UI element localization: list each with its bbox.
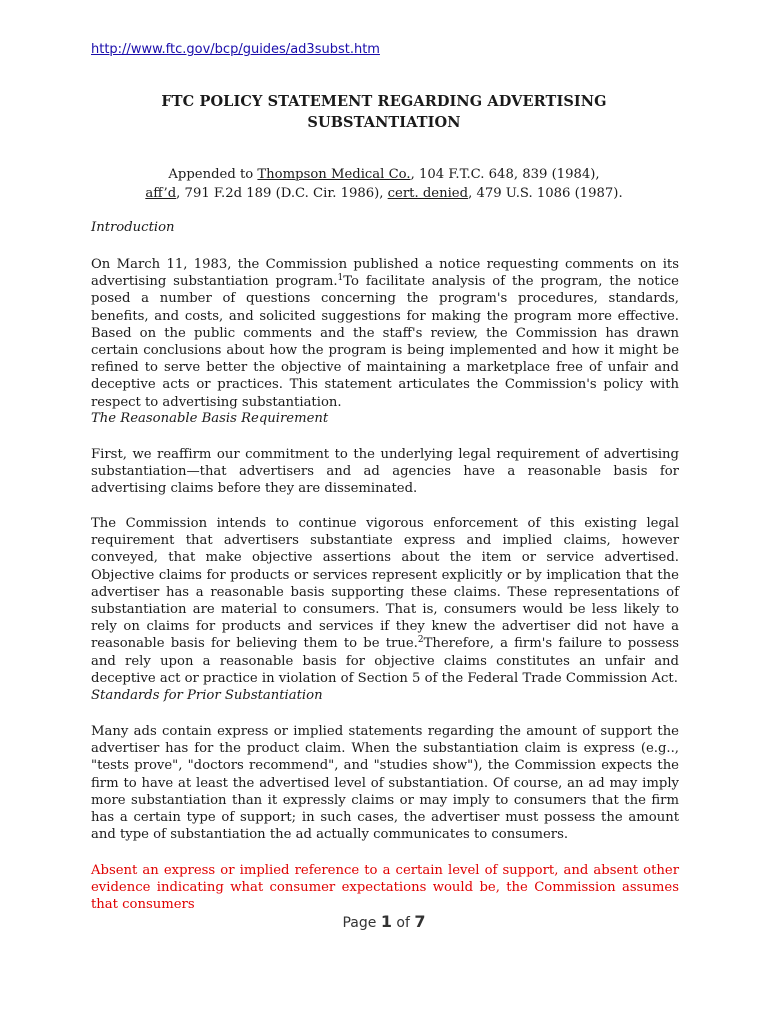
paragraph-standards: Many ads contain express or implied statements regarding the amount of support the advertiser has for the product claim. When the substantiation claim is express (e.g.., "tests prove", "doctors recommend", and "studies show"), the Commission expects the firm to have at least the advertised level of substantiation. Of course, an ad may imply more substantiation than it expressly claims or may imply to consumers that the firm has a certain type of support; in such cases, the advertiser must possess the amount and type of substantiation the ad actually communicates to consumers. — [91, 724, 679, 843]
paragraph-introduction — [91, 256, 679, 411]
affd-text: aff’d — [145, 186, 177, 201]
paragraph-reasonable-basis: First, we reaffirm our commitment to the underlying legal requirement of advertising substantiation—that advertisers and ad agencies have a reasonable basis for advertising claims before they are disseminated. — [91, 447, 679, 497]
paragraph-1-part-b: To facilitate analysis of the program, the notice posed a number of questions concerning the program's procedures, standards, benefits, and costs, and solicited suggestions for making the program more effective. Based on the public comments and the staff's review, the Commission has drawn certain conclusions about how the program is being implemented and how it might be refined to serve better the objective of maintaining a marketplace free of unfair and deceptive acts or practices. This statement articulates the Commission's policy with respect to advertising substantiation. — [91, 274, 679, 410]
citation-line1-rest: , 104 F.T.C. 648, 839 (1984), — [410, 167, 600, 182]
page-of-label: of — [391, 915, 415, 931]
heading-reasonable-basis: The Reasonable Basis Requirement — [91, 411, 329, 426]
footnote-ref-1[interactable]: 1 — [337, 273, 344, 284]
current-page-number: 1 — [380, 912, 392, 931]
cert-denied-text: cert. denied — [387, 186, 469, 201]
title-line-2: SUBSTANTIATION — [307, 114, 461, 131]
footnote-ref-2[interactable]: 2 — [417, 635, 424, 646]
citation-line2-mid: , 791 F.2d 189 (D.C. Cir. 1986), — [176, 186, 388, 201]
paragraph-enforcement — [91, 515, 679, 687]
citation-block — [91, 165, 677, 203]
citation-line-1 — [91, 165, 677, 184]
source-url-link[interactable]: http://www.ftc.gov/bcp/guides/ad3subst.htm — [91, 42, 380, 57]
paragraph-1-part-a: On March 11, 1983, the Commission published a notice requesting comments on its advertising substantiation program. — [91, 257, 679, 290]
case-name: Thompson Medical Co. — [257, 167, 411, 182]
citation-line-2 — [91, 184, 677, 203]
heading-standards: Standards for Prior Substantiation — [91, 688, 323, 703]
citation-line2-end: , 479 U.S. 1086 (1987). — [468, 186, 623, 201]
page-label: Page — [342, 915, 381, 931]
page-indicator — [0, 912, 768, 931]
citation-prefix: Appended to — [168, 167, 258, 182]
heading-introduction: Introduction — [91, 220, 175, 235]
paragraph-3-part-a: The Commission intends to continue vigorous enforcement of this existing legal requirement that advertisers substantiate express and implied claims, however conveyed, that make objective assertions about the item or service advertised. Objective claims for products or services represent explicitly or by implication that the advertiser has a reasonable basis supporting these claims. These representations of substantiation are material to consumers. That is, consumers would be less likely to rely on claims for products and services if they knew the advertiser did not have a reasonable basis for believing them to be true. — [91, 516, 679, 652]
paragraph-3-part-b: Therefore, a firm's failure to possess and rely upon a reasonable basis for objective claims constitutes an unfair and deceptive act or practice in violation of Section 5 of the Federal Trade Commission Act. — [91, 636, 679, 686]
paragraph-highlighted: Absent an express or implied reference to a certain level of support, and absent other evidence indicating what consumer expectations would be, the Commission assumes that consumers — [91, 863, 679, 913]
title-line-1: FTC POLICY STATEMENT REGARDING ADVERTISING — [161, 93, 607, 110]
document-title — [120, 91, 648, 133]
total-pages-number: 7 — [414, 912, 426, 931]
